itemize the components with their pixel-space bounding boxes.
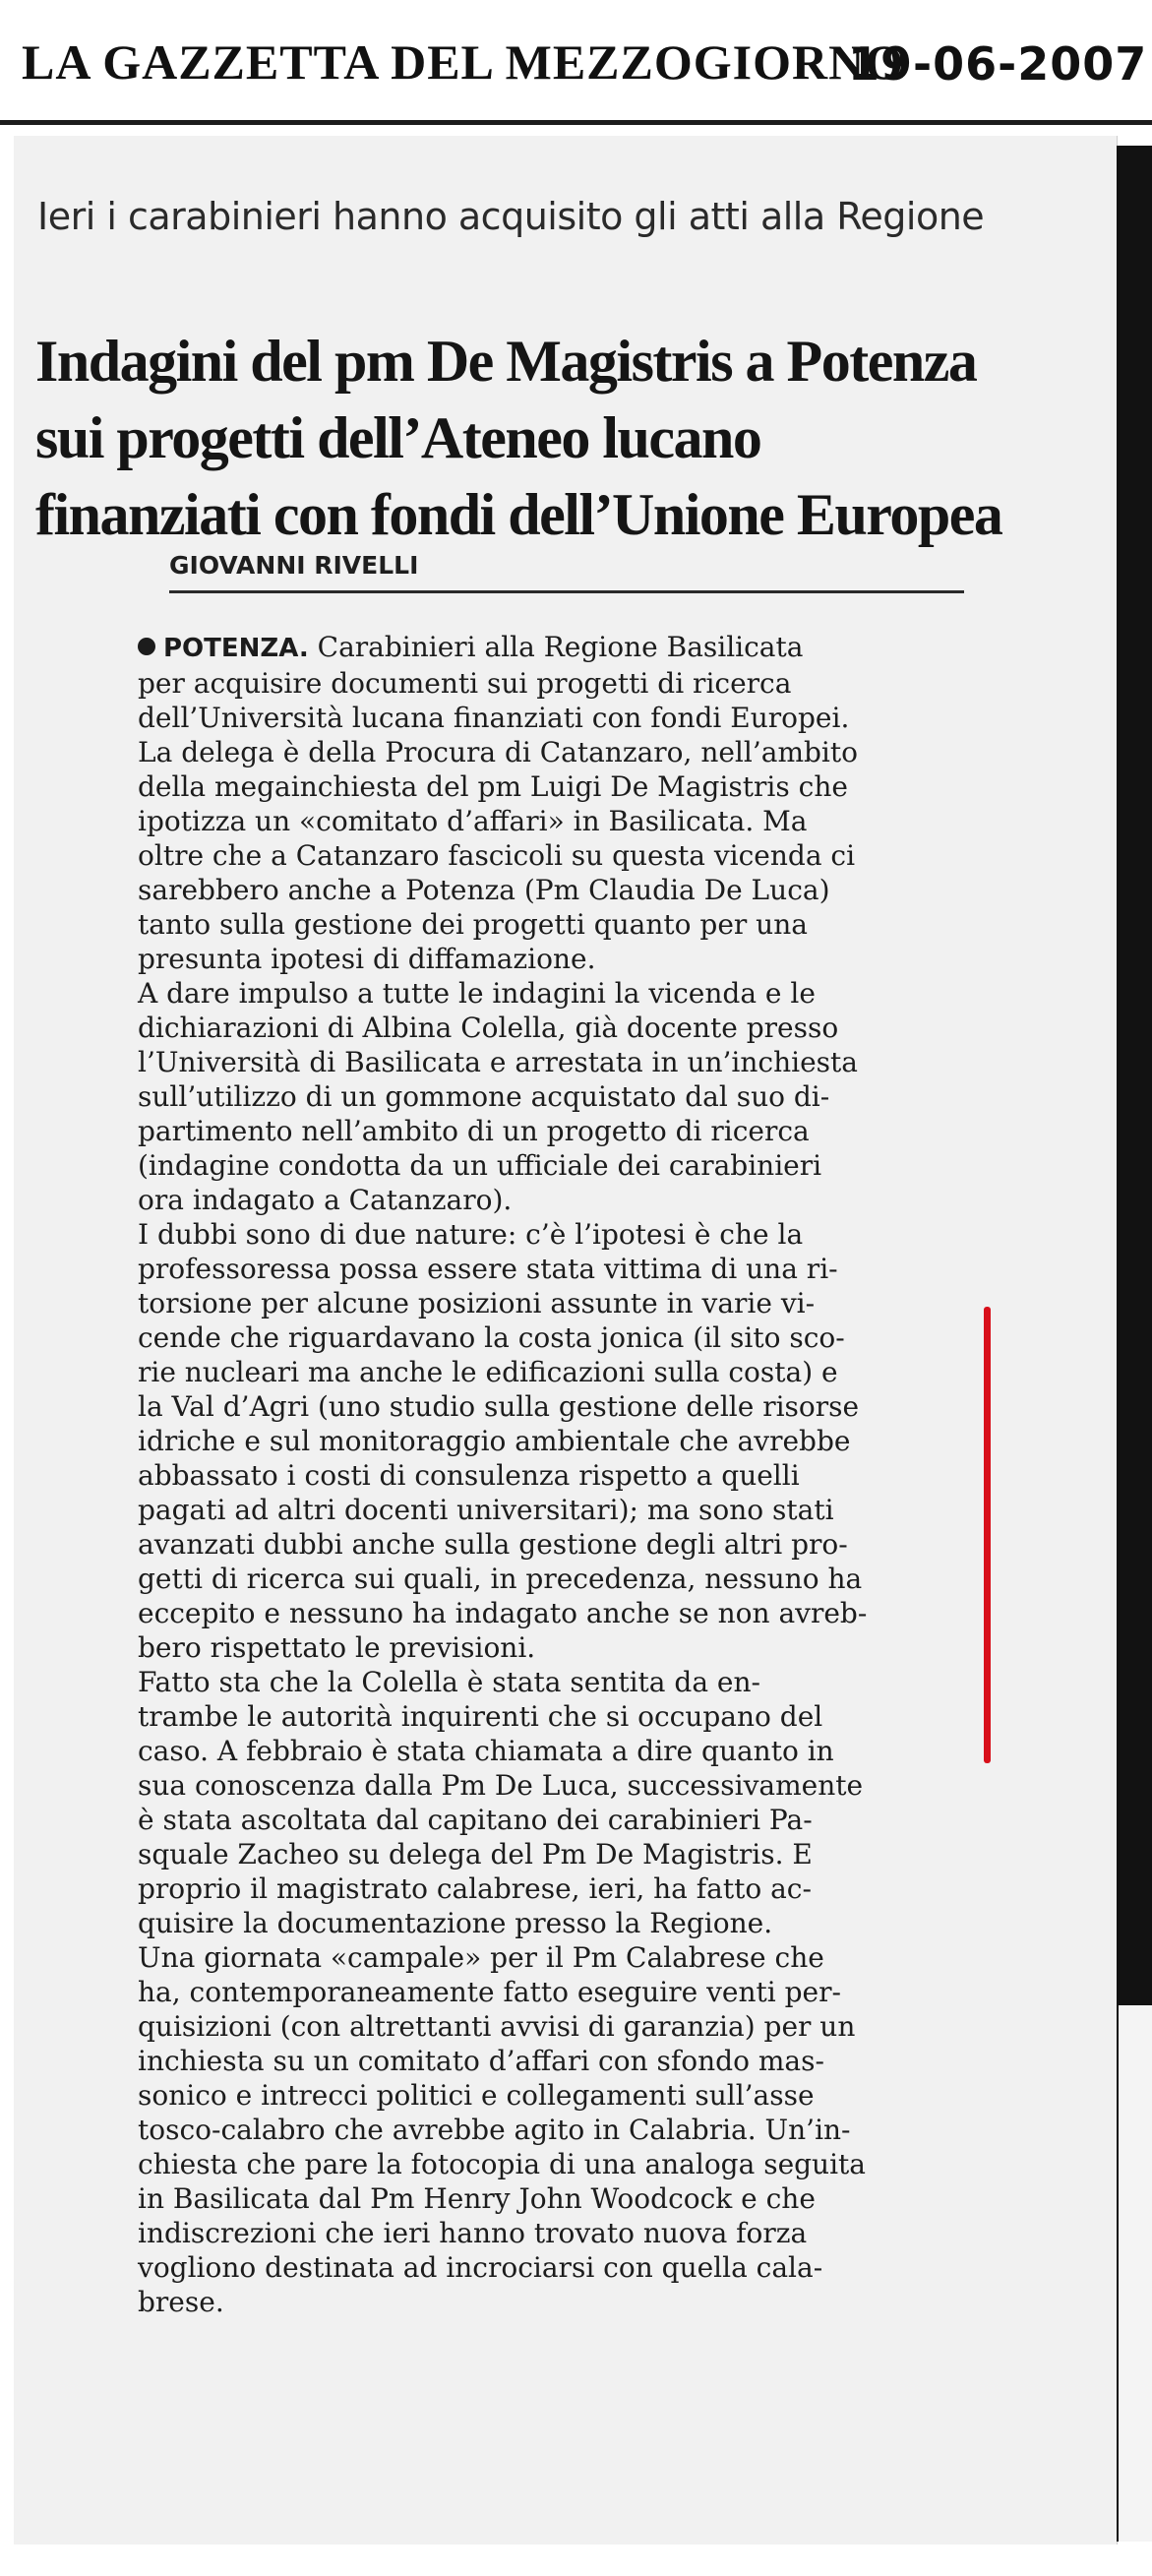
paragraph bbox=[138, 630, 974, 976]
article-headline bbox=[35, 323, 1108, 553]
byline-divider bbox=[169, 590, 964, 593]
headline-line: sui progetti dell’Ateneo lucano bbox=[35, 405, 761, 471]
masthead bbox=[0, 0, 1152, 116]
dateline: POTENZA. bbox=[163, 634, 309, 663]
paragraph: Una giornata «campale» per il Pm Calabrese che ha, contemporaneamente fatto eseguire venti per- quisizioni (con altrettanti avvisi di garanzia) per un inchiesta su un comitato d’affari con sfondo mas- sonico e intrecci politici e collegamenti sull’asse tosco-calabro che avrebbe agito in Calabria. Un’in- chiesta che pare la fotocopia di una analoga seguita in Basilicata dal Pm Henry John Woodcock e che indiscrezioni che ieri hanno trovato nuova forza vogliono destinata ad incrociarsi con quella cala- brese. bbox=[138, 1941, 866, 2318]
paragraph: Fatto sta che la Colella è stata sentita da en- trambe le autorità inquirenti che si occupano del caso. A febbraio è stata chiamata a dire quanto in sua conoscenza dalla Pm De Luca, successivamente è stata ascoltata dal capitano dei carabinieri Pa- squale Zacheo su delega del Pm De Magistris. E proprio il magistrato calabrese, ieri, ha fatto ac- quisire la documentazione presso la Regione. bbox=[138, 1666, 864, 1939]
masthead-divider bbox=[0, 120, 1152, 125]
headline-line: finanziati con fondi dell’Unione Europea bbox=[35, 482, 1002, 548]
scan-edge-light bbox=[1117, 2005, 1152, 2542]
author-byline: GIOVANNI RIVELLI bbox=[169, 551, 419, 580]
article-kicker: Ieri i carabinieri hanno acquisito gli atti alla Regione bbox=[37, 195, 985, 238]
bullet-icon bbox=[138, 638, 155, 655]
paragraph: I dubbi sono di due nature: c’è l’ipotesi è che la professoressa possa essere stata vittima di una ri- torsione per alcune posizioni assunte in varie vi- cende che riguardavano la costa jonica (il sito sco- rie nucleari ma anche le edificazioni sulla costa) e la Val d’Agri (uno studio sulla gestione delle risorse idriche e sul monitoraggio ambientale che avrebbe abbassato i costi di consulenza rispetto a quelli pagati ad altri docenti universitari); ma sono stati avanzati dubbi anche sulla gestione degli altri pro- getti di ricerca sui quali, in precedenza, nessuno ha eccepito e nessuno ha indagato anche se non avreb- bero rispettato le previsioni. bbox=[138, 1218, 868, 1664]
scan-edge-dark bbox=[1117, 146, 1152, 2005]
newspaper-title: LA GAZZETTA DEL MEZZOGIORNO bbox=[22, 34, 905, 90]
red-highlight-mark bbox=[984, 1307, 991, 1763]
paragraph: A dare impulso a tutte le indagini la vicenda e le dichiarazioni di Albina Colella, già docente presso l’Università di Basilicata e arrestata in un’inchiesta sull’utilizzo di un gommone acquistato dal suo di- partimento nell’ambito di un progetto di ricerca (indagine condotta da un ufficiale dei carabinieri ora indagato a Catanzaro). bbox=[138, 977, 858, 1216]
paragraph-text: Carabinieri alla Regione Basilicata per acquisire documenti sui progetti di ricerca dell’Università lucana finanziati con fondi Europei. La delega è della Procura di Catanzaro, nell’ambito della megainchiesta del pm Luigi De Magistris che ipotizza un «comitato d’affari» in Basilicata. Ma oltre che a Catanzaro fascicoli su questa vicenda ci sarebbero anche a Potenza (Pm Claudia De Luca) tanto sulla gestione dei progetti quanto per una presunta ipotesi di diffamazione. bbox=[138, 631, 858, 975]
headline-line: Indagini del pm De Magistris a Potenza bbox=[35, 329, 977, 395]
publication-date: 19-06-2007 bbox=[848, 37, 1148, 91]
article-body bbox=[138, 630, 974, 2319]
